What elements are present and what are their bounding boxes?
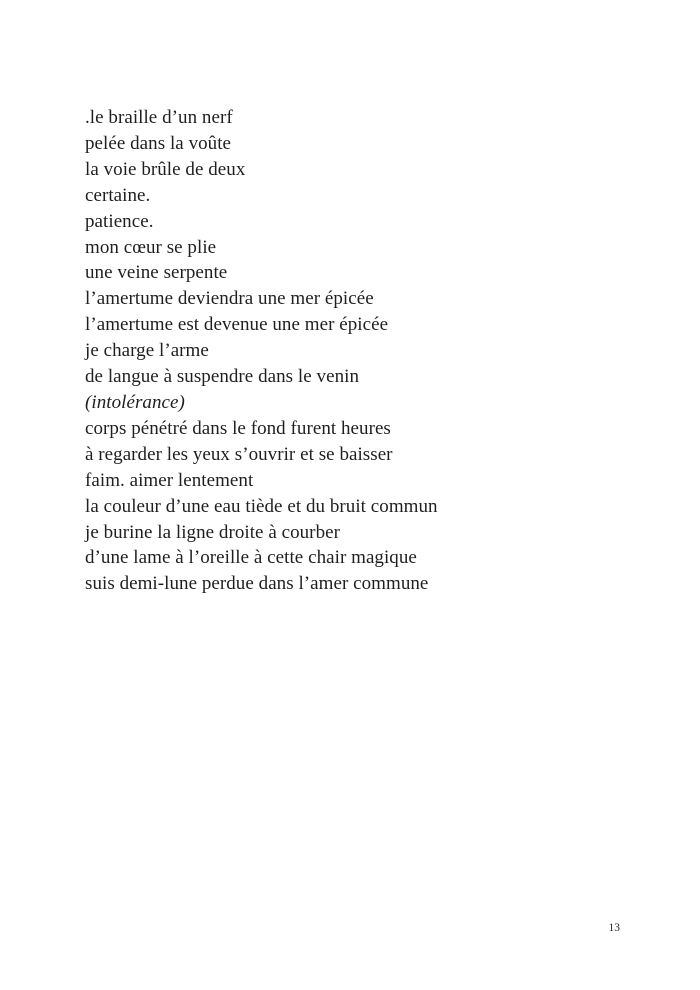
poem-line: pelée dans la voûte [85, 132, 232, 154]
poem-line: l’amertume deviendra une mer épicée [85, 288, 374, 310]
poem-line: certaine. [85, 184, 151, 206]
poem-line: je charge l’arme [85, 340, 209, 362]
poem-line: je burine la ligne droite à courber [85, 521, 340, 543]
poem-line-italic: (intolérance) [85, 391, 185, 413]
poem-line: suis demi-lune perdue dans l’amer commune [85, 573, 429, 595]
poem-text [85, 105, 645, 597]
poem-line: d’une lame à l’oreille à cette chair magique [85, 547, 417, 569]
poem-line: l’amertume est devenue une mer épicée [85, 314, 389, 336]
poem-line: patience. [85, 210, 154, 232]
poem-line: .le braille d’un nerf [85, 107, 233, 128]
page-number: 13 [608, 922, 620, 934]
poem-line: la voie brûle de deux [85, 158, 246, 180]
poem-line: faim. aimer lentement [85, 469, 254, 491]
poem-line: à regarder les yeux s’ouvrir et se baisser [85, 443, 393, 465]
poem-line: de langue à suspendre dans le venin [85, 366, 359, 388]
poem-line: une veine serpente [85, 262, 228, 284]
poem-line: corps pénétré dans le fond furent heures [85, 417, 391, 439]
poem-line: la couleur d’une eau tiède et du bruit commun [85, 495, 438, 517]
poem-line: mon cœur se plie [85, 236, 217, 258]
